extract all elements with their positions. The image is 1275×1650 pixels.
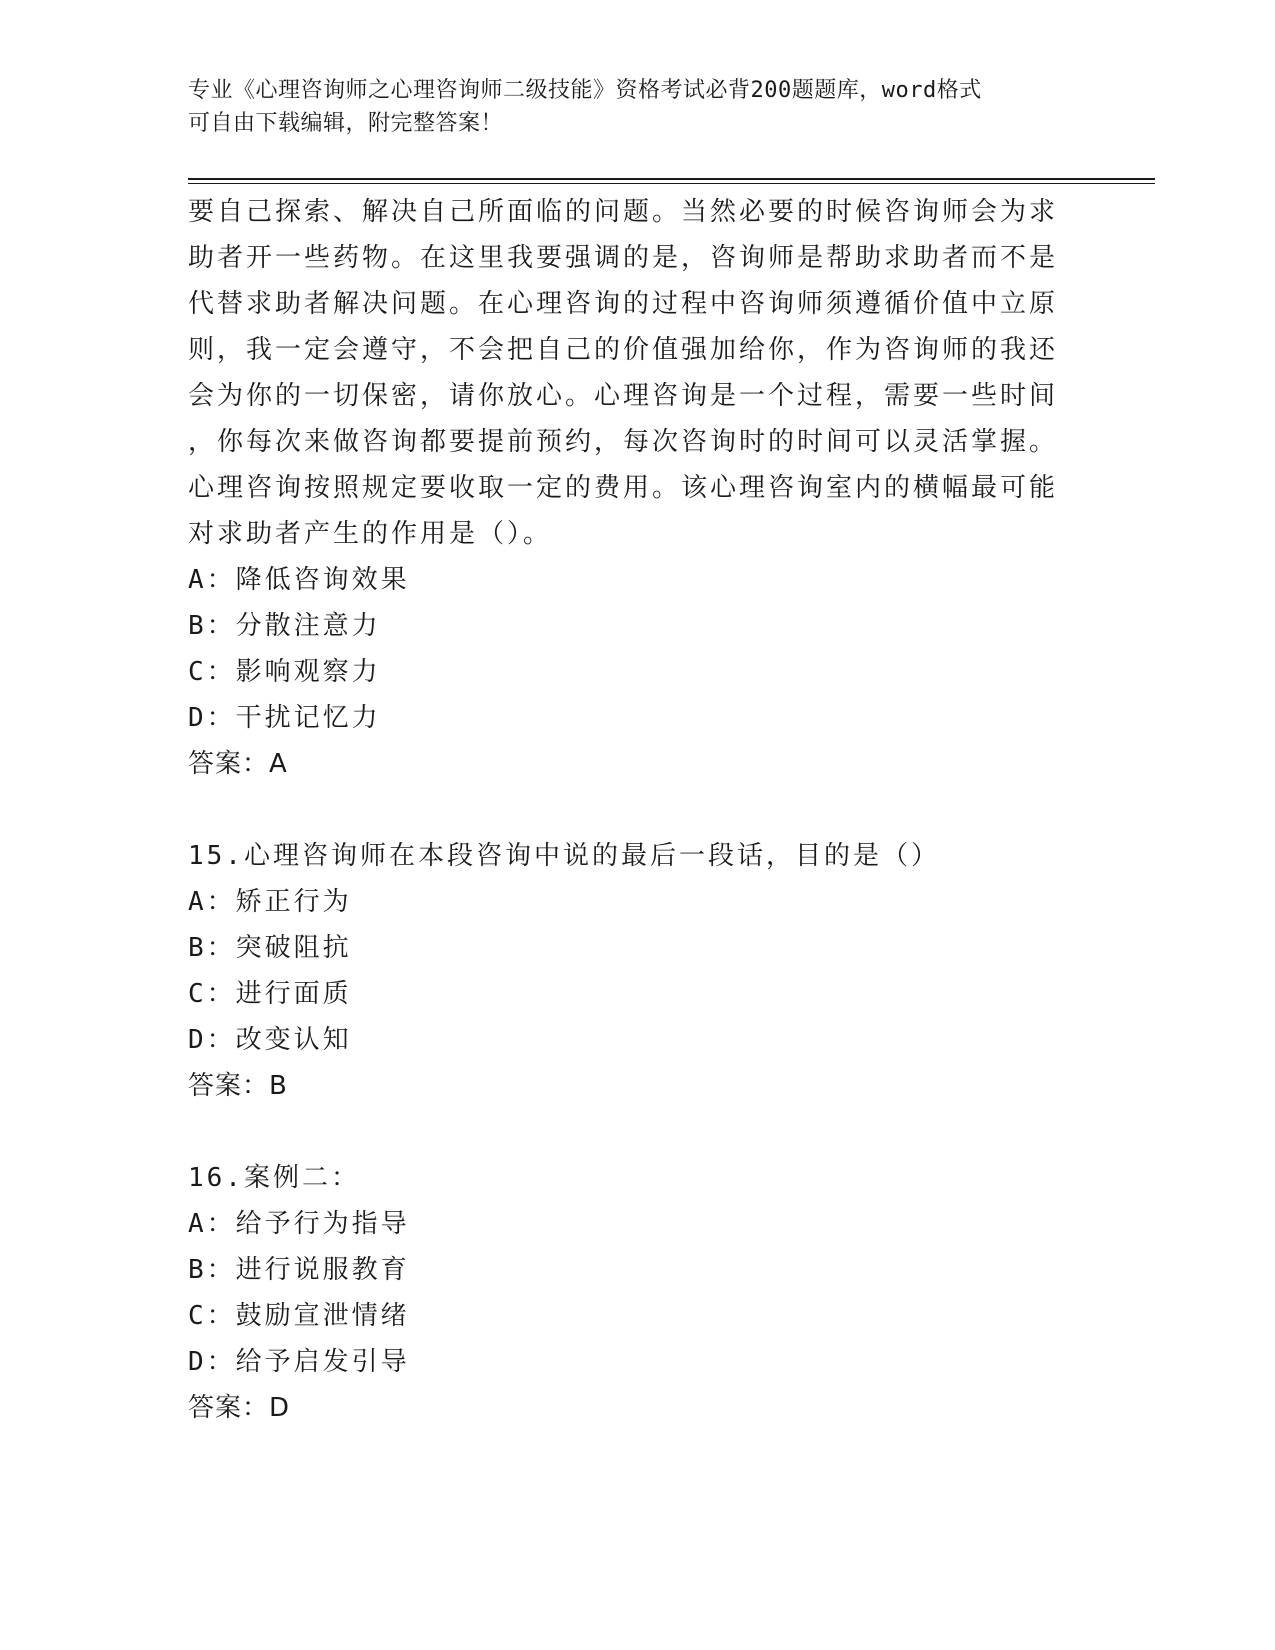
option-a: A：矫正行为: [188, 887, 352, 917]
question-stem-line: 会为你的一切保密，请你放心。心理咨询是一个过程，需要一些时间: [188, 381, 1059, 411]
header-line-2: 可自由下载编辑，附完整答案！: [188, 111, 504, 136]
answer-line: 答案：A: [188, 749, 288, 779]
question-stem-line: 对求助者产生的作用是（）。: [188, 519, 553, 549]
spacer: [188, 1109, 1088, 1155]
option-d: D：给予启发引导: [188, 1347, 410, 1377]
question-14: [188, 189, 1088, 787]
option-c: C：进行面质: [188, 979, 352, 1009]
answer-line: 答案：D: [188, 1393, 291, 1423]
option-b: B：进行说服教育: [188, 1255, 410, 1285]
question-stem-line: 代替求助者解决问题。在心理咨询的过程中咨询师须遵循价值中立原: [188, 289, 1059, 319]
question-stem-line: 要自己探索、解决自己所面临的问题。当然必要的时候咨询师会为求: [188, 197, 1059, 227]
document-body: [188, 189, 1088, 1431]
option-c: C：影响观察力: [188, 657, 381, 687]
option-b: B：突破阻抗: [188, 933, 352, 963]
question-stem-line: 则，我一定会遵守，不会把自己的价值强加给你，作为咨询师的我还: [188, 335, 1059, 365]
question-stem: 16.案例二：: [188, 1163, 360, 1193]
option-d: D：改变认知: [188, 1025, 352, 1055]
header-line-1: 专业《心理咨询师之心理咨询师二级技能》资格考试必背200题题库，word格式: [188, 78, 982, 103]
spacer: [188, 787, 1088, 833]
header-rule-thick: [188, 178, 1155, 180]
answer-line: 答案：B: [188, 1071, 288, 1101]
document-header: [188, 74, 1068, 140]
question-stem-line: 助者开一些药物。在这里我要强调的是，咨询师是帮助求助者而不是: [188, 243, 1059, 273]
header-rule-thin: [188, 183, 1155, 184]
question-stem-line: ，你每次来做咨询都要提前预约，每次咨询时的时间可以灵活掌握。: [188, 427, 1059, 457]
question-16: [188, 1155, 1088, 1431]
option-a: A：给予行为指导: [188, 1209, 410, 1239]
option-a: A：降低咨询效果: [188, 565, 410, 595]
question-stem-line: 心理咨询按照规定要收取一定的费用。该心理咨询室内的横幅最可能: [188, 473, 1059, 503]
question-15: [188, 833, 1088, 1109]
option-d: D：干扰记忆力: [188, 703, 381, 733]
question-stem: 15.心理咨询师在本段咨询中说的最后一段话，目的是（）: [188, 841, 940, 871]
option-b: B：分散注意力: [188, 611, 381, 641]
option-c: C：鼓励宣泄情绪: [188, 1301, 410, 1331]
